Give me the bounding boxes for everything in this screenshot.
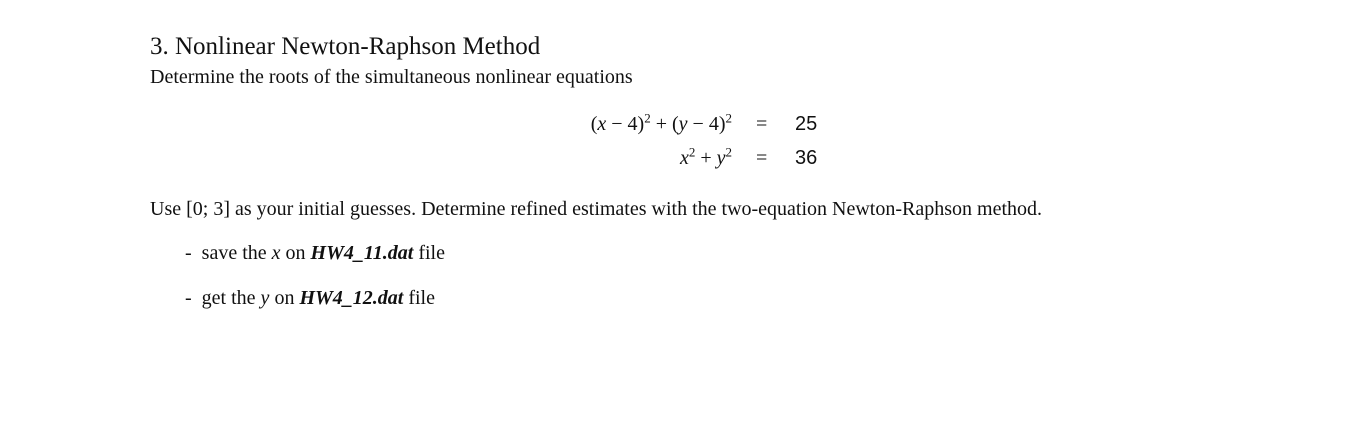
task-item: - save the x on HW4_11.dat file bbox=[185, 242, 445, 264]
section-heading: 3. Nonlinear Newton-Raphson Method bbox=[150, 33, 541, 60]
equation-row bbox=[0, 144, 1368, 177]
equation-row bbox=[0, 110, 1368, 143]
equation-rhs: 36 bbox=[795, 147, 818, 169]
variable-name: y bbox=[260, 287, 270, 309]
output-filename: HW4_11.dat bbox=[310, 242, 414, 264]
equation-rhs: 25 bbox=[795, 113, 818, 135]
bullet-dash: - bbox=[185, 242, 192, 264]
output-filename: HW4_12.dat bbox=[299, 287, 404, 309]
equals-sign: = bbox=[756, 113, 768, 135]
task-item: - get the y on HW4_12.dat file bbox=[185, 287, 435, 309]
equation-lhs: $(x - 4)^2 + (y - 4)^2$ bbox=[590, 110, 732, 135]
bullet-dash: - bbox=[185, 287, 192, 309]
instruction-text: Use [0; 3] as your initial guesses. Determine refined estimates with the two-equation Newton-Raphson method. bbox=[150, 198, 1043, 220]
equation-system bbox=[0, 110, 1368, 177]
equation-lhs: $x^2 + y^2$ bbox=[679, 144, 732, 169]
variable-name: x bbox=[271, 242, 281, 264]
problem-intro: Determine the roots of the simultaneous nonlinear equations bbox=[150, 66, 633, 88]
equals-sign: = bbox=[756, 147, 768, 169]
